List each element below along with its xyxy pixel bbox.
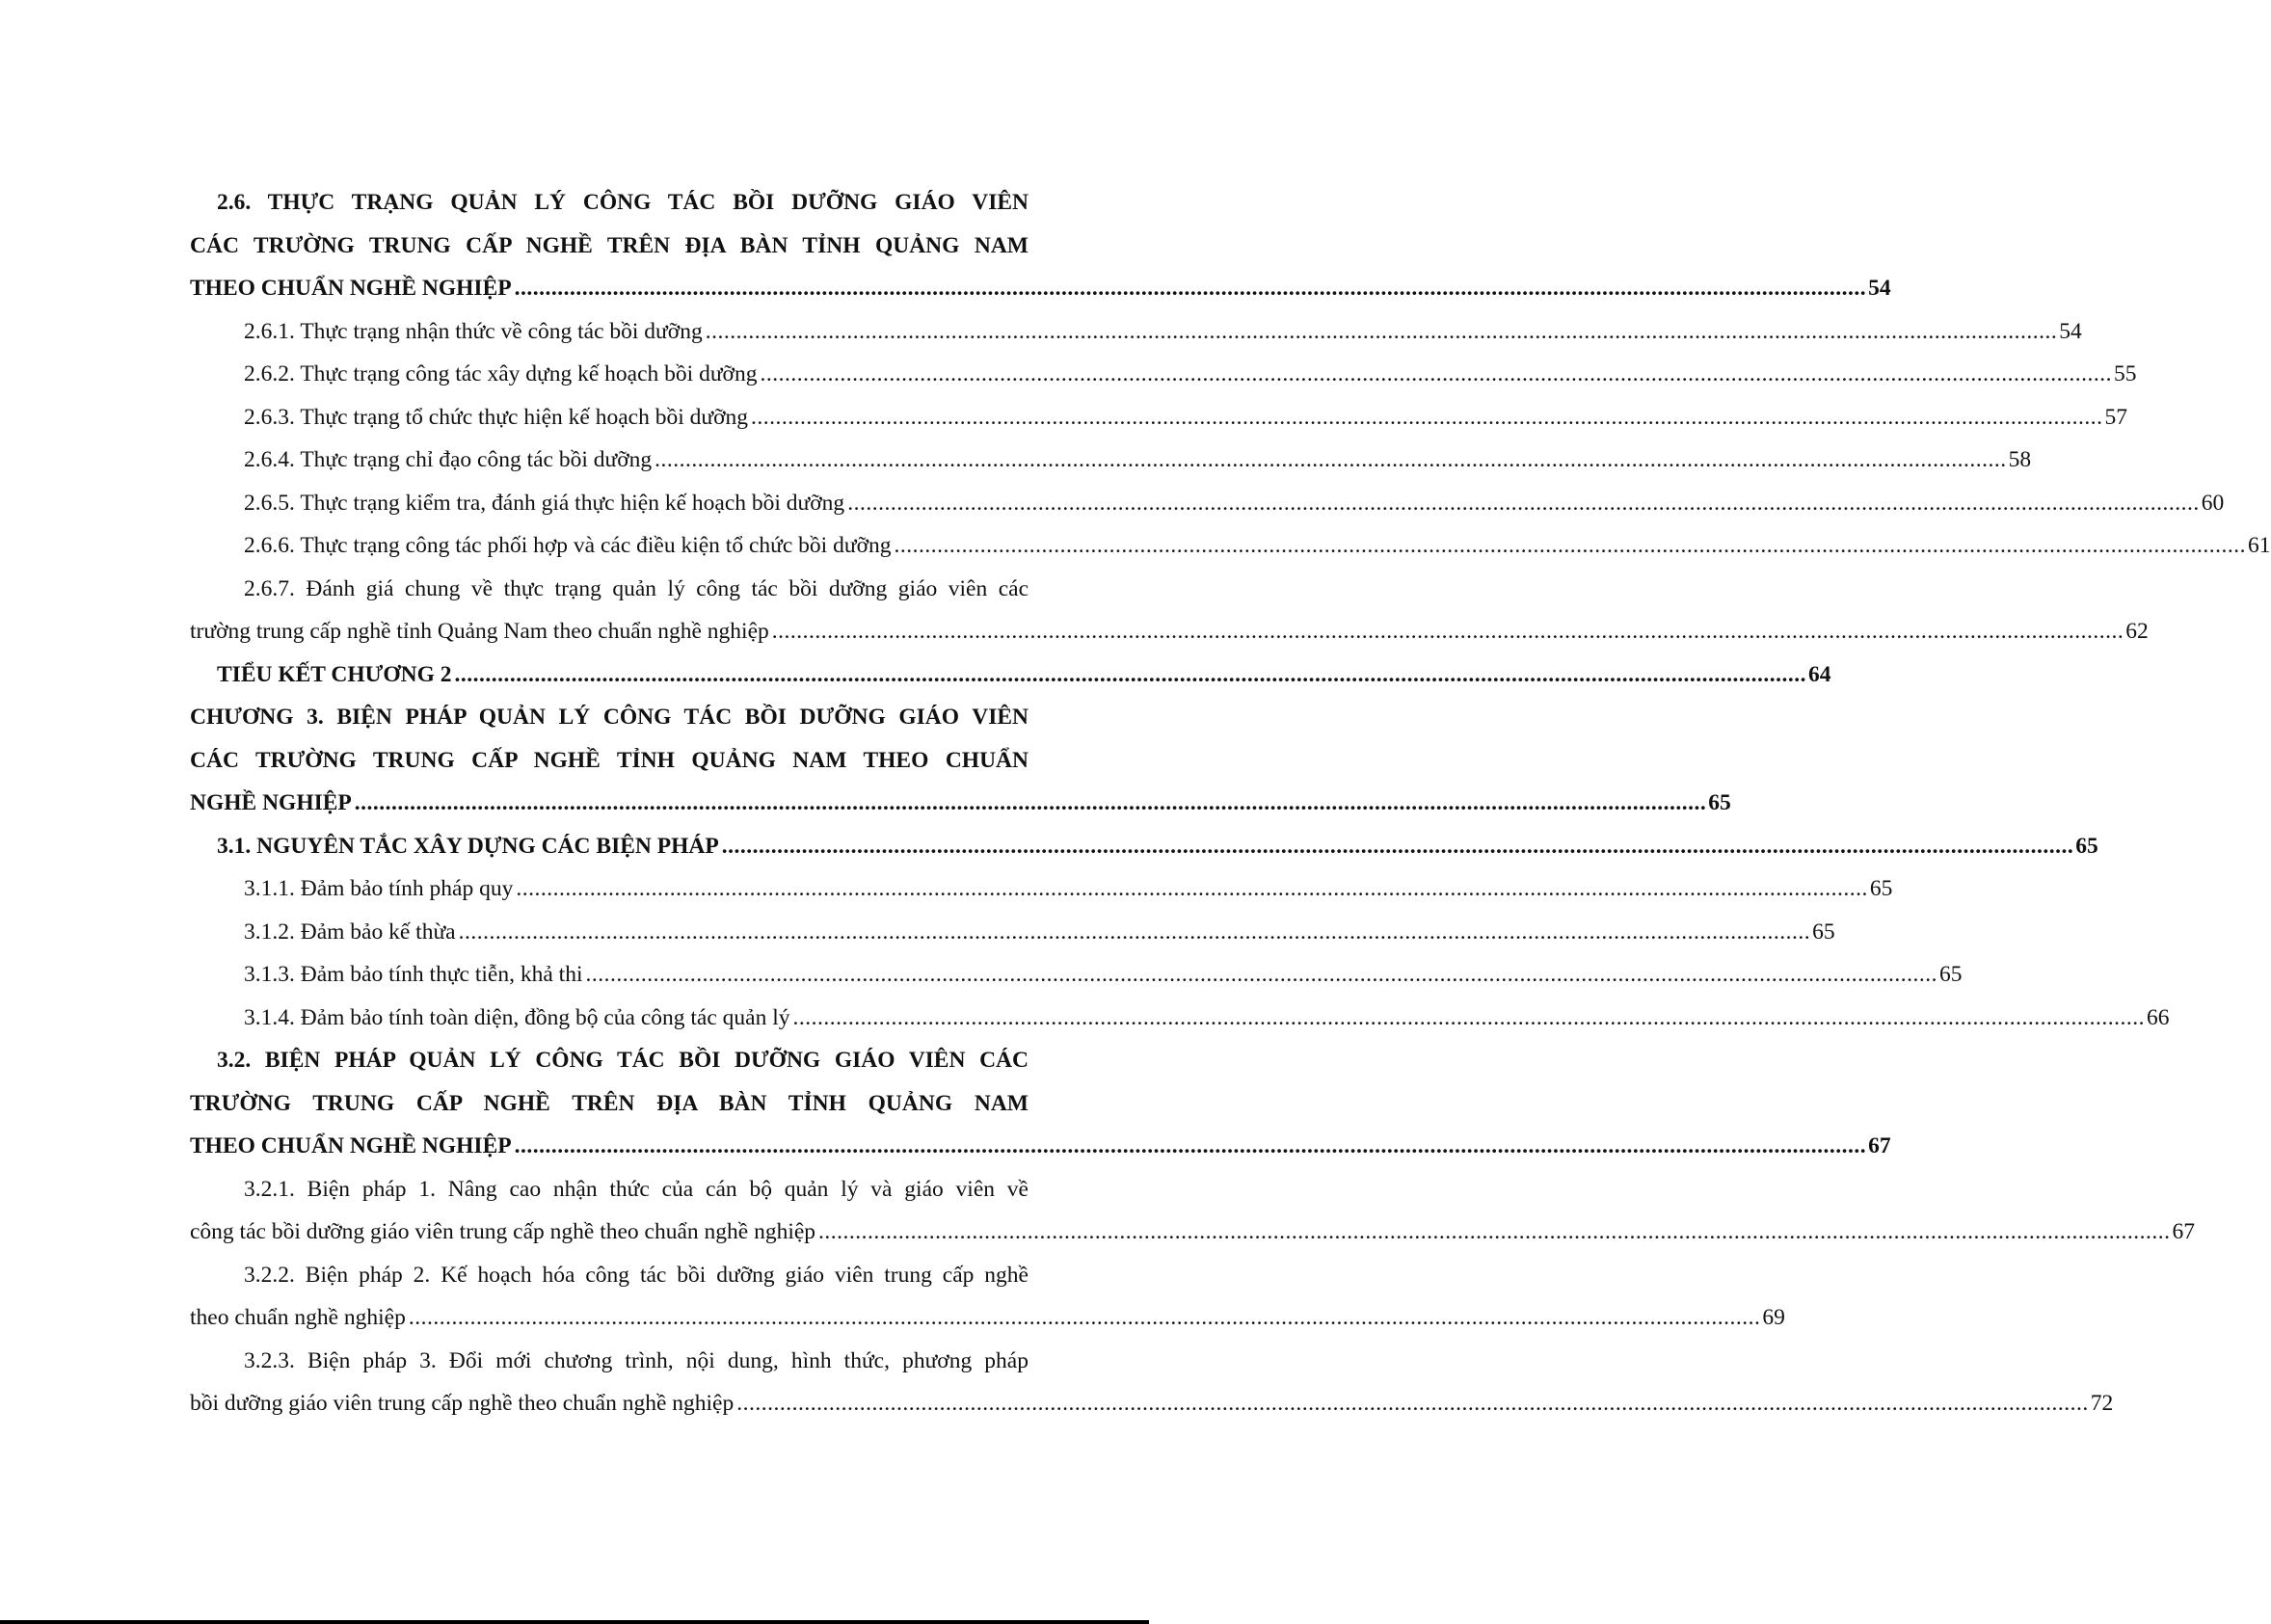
toc-entry-title-line: CÁC TRƯỜNG TRUNG CẤP NGHỀ TỈNH QUẢNG NAM THEO CHUẨN xyxy=(190,747,1029,773)
toc-entry-title-line: bồi dưỡng giáo viên trung cấp nghề theo chuẩn nghề nghiệp xyxy=(190,1391,735,1416)
toc-page-number: 64 xyxy=(1808,661,1831,687)
dot-leader: ............................................................................................................................................................................................................................ xyxy=(751,404,2103,430)
toc-entry[interactable] xyxy=(190,1254,1785,1340)
toc-page-number: 54 xyxy=(1868,276,1891,301)
toc-entry[interactable] xyxy=(190,1340,2114,1425)
dot-leader: ............................................................................................................................................................................................................................ xyxy=(894,533,2246,558)
toc-page-number: 65 xyxy=(1869,876,1893,901)
toc-entry[interactable] xyxy=(190,310,2082,354)
toc-page-number: 61 xyxy=(2248,533,2271,558)
toc-entry-title-line: 2.6.3. Thực trạng tổ chức thực hiện kế hoạch bồi dưỡng xyxy=(244,404,749,430)
toc-entry[interactable] xyxy=(190,825,2098,868)
toc-page-number: 69 xyxy=(1762,1305,1785,1330)
toc-entry-title-line: 2.6.6. Thực trạng công tác phối hợp và các điều kiện tổ chức bồi dưỡng xyxy=(244,533,892,558)
toc-page-number: 57 xyxy=(2104,404,2128,430)
dot-leader: ............................................................................................................................................................................................................................ xyxy=(408,1305,1761,1330)
toc-page-number: 65 xyxy=(1938,962,1963,987)
toc-page-number: 67 xyxy=(2172,1219,2196,1244)
toc-entry[interactable] xyxy=(190,353,2137,396)
table-of-contents xyxy=(190,181,2271,1425)
dot-leader: ............................................................................................................................................................................................................................ xyxy=(585,962,1937,987)
toc-entry-title-line: 2.6.1. Thực trạng nhận thức về công tác bồi dưỡng xyxy=(244,318,703,344)
toc-entry[interactable] xyxy=(190,1039,1891,1168)
toc-entry-title-line: TRƯỜNG TRUNG CẤP NGHỀ TRÊN ĐỊA BÀN TỈNH QUẢNG NAM xyxy=(190,1090,1029,1116)
toc-page-number: 65 xyxy=(2075,833,2098,859)
dot-leader: ............................................................................................................................................................................................................................ xyxy=(771,619,2124,644)
toc-page-number: 67 xyxy=(1868,1133,1891,1158)
dot-leader: ............................................................................................................................................................................................................................ xyxy=(760,361,2112,386)
toc-page-number: 66 xyxy=(2146,1004,2170,1030)
toc-entry-title-line: CÁC TRƯỜNG TRUNG CẤP NGHỀ TRÊN ĐỊA BÀN TỈNH QUẢNG NAM xyxy=(190,232,1029,258)
dot-leader: ............................................................................................................................................................................................................................ xyxy=(655,447,2007,472)
toc-entry-title-line: trường trung cấp nghề tỉnh Quảng Nam theo chuẩn nghề nghiệp xyxy=(190,619,769,644)
dot-leader: ............................................................................................................................................................................................................................ xyxy=(705,318,2058,344)
toc-page-number: 72 xyxy=(2090,1391,2114,1416)
toc-entry-title-line: công tác bồi dưỡng giáo viên trung cấp nghề theo chuẩn nghề nghiệp xyxy=(190,1219,816,1244)
toc-entry[interactable] xyxy=(190,396,2128,439)
dot-leader: ............................................................................................................................................................................................................................ xyxy=(514,276,1867,301)
toc-entry-title-line: NGHỀ NGHIỆP xyxy=(190,790,352,815)
dot-leader: ............................................................................................................................................................................................................................ xyxy=(354,790,1707,815)
toc-entry-title-line: 3.1.2. Đảm bảo kế thừa xyxy=(244,918,456,945)
toc-entry-title-line: 3.1. NGUYÊN TẮC XÂY DỰNG CÁC BIỆN PHÁP xyxy=(217,833,719,859)
toc-entry[interactable] xyxy=(190,1168,2196,1254)
toc-page-number: 58 xyxy=(2008,447,2032,472)
dot-leader: ............................................................................................................................................................................................................................ xyxy=(454,661,1807,687)
toc-entry[interactable] xyxy=(190,911,1835,954)
toc-entry-title-line: 3.1.4. Đảm bảo tính toàn diện, đồng bộ của công tác quản lý xyxy=(244,1004,790,1030)
toc-entry-title-line: 2.6.7. Đánh giá chung về thực trạng quản lý công tác bồi dưỡng giáo viên các xyxy=(244,575,1029,601)
dot-leader: ............................................................................................................................................................................................................................ xyxy=(818,1219,2171,1244)
toc-entry-title-line: 3.1.1. Đảm bảo tính pháp quy xyxy=(244,876,514,901)
toc-entry-title-line: 3.2. BIỆN PHÁP QUẢN LÝ CÔNG TÁC BỒI DƯỠNG GIÁO VIÊN CÁC xyxy=(217,1048,1029,1073)
dot-leader: ............................................................................................................................................................................................................................ xyxy=(516,876,1868,901)
toc-entry-title-line: 2.6.5. Thực trạng kiểm tra, đánh giá thực hiện kế hoạch bồi dưỡng xyxy=(244,490,845,516)
toc-entry-title-line: 2.6.2. Thực trạng công tác xây dựng kế hoạch bồi dưỡng xyxy=(244,361,758,386)
toc-page-number: 65 xyxy=(1812,918,1835,945)
toc-entry-title-line: 3.2.1. Biện pháp 1. Nâng cao nhận thức của cán bộ quản lý và giáo viên về xyxy=(244,1176,1029,1202)
toc-entry[interactable] xyxy=(190,568,2149,653)
toc-entry[interactable] xyxy=(190,953,1963,997)
toc-entry-title-line: THEO CHUẨN NGHỀ NGHIỆP xyxy=(190,1133,512,1158)
toc-page-number: 54 xyxy=(2059,318,2082,344)
dot-leader: ............................................................................................................................................................................................................................ xyxy=(736,1391,2089,1416)
toc-entry[interactable] xyxy=(190,439,2032,482)
toc-page-number: 65 xyxy=(1708,790,1731,815)
toc-entry[interactable] xyxy=(190,482,2225,525)
toc-page-number: 62 xyxy=(2125,619,2149,644)
toc-entry[interactable] xyxy=(190,867,1893,911)
dot-leader: ............................................................................................................................................................................................................................ xyxy=(458,918,1811,945)
toc-entry-title-line: 3.2.2. Biện pháp 2. Kế hoạch hóa công tác bồi dưỡng giáo viên trung cấp nghề xyxy=(244,1262,1029,1288)
toc-page-number: 55 xyxy=(2113,361,2137,386)
toc-entry-title-line: THEO CHUẨN NGHỀ NGHIỆP xyxy=(190,276,512,301)
toc-entry-title-line: CHƯƠNG 3. BIỆN PHÁP QUẢN LÝ CÔNG TÁC BỒI DƯỠNG GIÁO VIÊN xyxy=(190,705,1029,730)
dot-leader: ............................................................................................................................................................................................................................ xyxy=(847,490,2200,516)
toc-entry[interactable] xyxy=(190,524,2271,568)
bottom-border xyxy=(0,1620,1149,1624)
toc-entry-title-line: 3.1.3. Đảm bảo tính thực tiễn, khả thi xyxy=(244,962,583,987)
toc-entry-title-line: theo chuẩn nghề nghiệp xyxy=(190,1305,406,1330)
toc-entry[interactable] xyxy=(190,997,2170,1040)
toc-entry-title-line: 2.6.4. Thực trạng chỉ đạo công tác bồi dưỡng xyxy=(244,447,653,472)
toc-entry[interactable] xyxy=(190,653,1831,697)
dot-leader: ............................................................................................................................................................................................................................ xyxy=(792,1004,2145,1030)
toc-entry[interactable] xyxy=(190,696,1731,825)
toc-entry-title-line: 2.6. THỰC TRẠNG QUẢN LÝ CÔNG TÁC BỒI DƯỠNG GIÁO VIÊN xyxy=(217,190,1029,215)
toc-entry-title-line: TIỂU KẾT CHƯƠNG 2 xyxy=(217,661,452,687)
toc-entry-title-line: 3.2.3. Biện pháp 3. Đổi mới chương trình, nội dung, hình thức, phương pháp xyxy=(244,1347,1029,1373)
dot-leader: ............................................................................................................................................................................................................................ xyxy=(721,833,2074,859)
toc-page-number: 60 xyxy=(2201,490,2225,516)
dot-leader: ............................................................................................................................................................................................................................ xyxy=(514,1133,1867,1158)
toc-entry[interactable] xyxy=(190,181,1891,310)
